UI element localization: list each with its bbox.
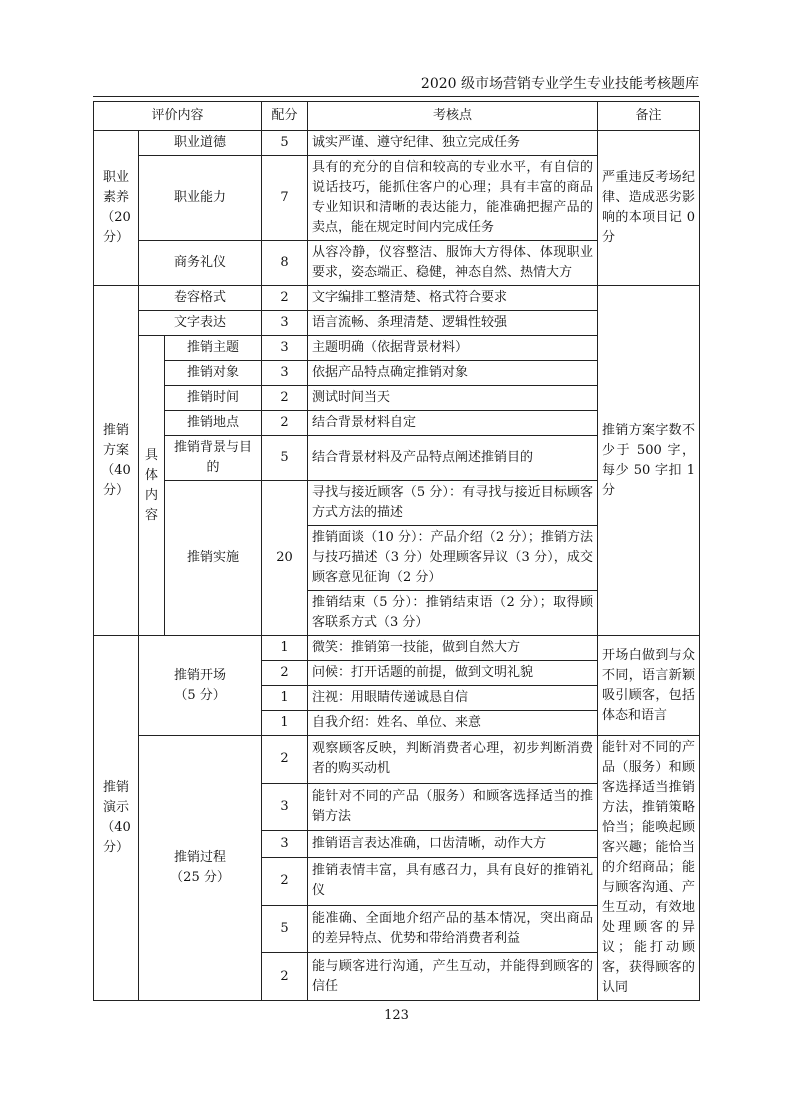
item-point: 能与顾客进行沟通，产生互动，并能得到顾客的信任 — [308, 953, 598, 1001]
table-row — [94, 736, 700, 784]
item-point: 主题明确（依据背景材料） — [308, 336, 598, 361]
item-score: 3 — [262, 311, 308, 336]
item-point: 测试时间当天 — [308, 386, 598, 411]
item-point: 观察顾客反映，判断消费者心理，初步判断消费者的购买动机 — [308, 736, 598, 784]
item-point: 自我介绍：姓名、单位、来意 — [308, 711, 598, 736]
item-name: 推销背景与目的 — [165, 436, 262, 481]
item-name: 推销地点 — [165, 411, 262, 436]
item-score: 2 — [262, 661, 308, 686]
item-score: 20 — [262, 481, 308, 636]
section-label-demo: 推销 演示 （40 分） — [94, 636, 139, 1001]
item-point: 能准确、全面地介绍产品的基本情况，突出商品的差异特点、优势和带给消费者利益 — [308, 905, 598, 953]
item-point: 文字编排工整清楚、格式符合要求 — [308, 286, 598, 311]
item-score: 5 — [262, 905, 308, 953]
item-name: 推销实施 — [165, 481, 262, 636]
item-name: 职业能力 — [139, 156, 262, 241]
item-point: 具有的充分的自信和较高的专业水平，有自信的说话技巧，能抓住客户的心理；具有丰富的商品专业知识和清晰的表达能力，能准确把握产品的卖点，能在规定时间内完成任务 — [308, 156, 598, 241]
item-score: 2 — [262, 953, 308, 1001]
item-point: 诚实严谨、遵守纪律、独立完成任务 — [308, 131, 598, 156]
table-header-row — [94, 102, 700, 131]
item-score: 3 — [262, 336, 308, 361]
item-score: 1 — [262, 686, 308, 711]
item-score: 5 — [262, 131, 308, 156]
item-point: 依据产品特点确定推销对象 — [308, 361, 598, 386]
item-point: 结合背景材料自定 — [308, 411, 598, 436]
item-point: 结合背景材料及产品特点阐述推销目的 — [308, 436, 598, 481]
table-row — [94, 636, 700, 661]
item-name-process: 推销过程 （25 分） — [139, 736, 262, 1001]
item-score: 3 — [262, 361, 308, 386]
header-score: 配分 — [262, 102, 308, 131]
subsection-label-detail: 具 体 内 容 — [139, 336, 165, 636]
item-name: 商务礼仪 — [139, 241, 262, 286]
item-name: 卷容格式 — [139, 286, 262, 311]
item-score: 2 — [262, 411, 308, 436]
evaluation-table — [93, 101, 700, 1001]
item-name: 推销对象 — [165, 361, 262, 386]
item-point: 问候：打开话题的前提，做到文明礼貌 — [308, 661, 598, 686]
item-score: 2 — [262, 857, 308, 905]
header-divider — [93, 96, 699, 97]
section-label-professional: 职业 素养 （20 分） — [94, 131, 139, 286]
section-label-plan: 推销 方案 （40 分） — [94, 286, 139, 636]
item-score: 7 — [262, 156, 308, 241]
item-name-opening: 推销开场 （5 分） — [139, 636, 262, 736]
section-note: 严重违反考场纪律、造成恶劣影响的本项目记 0 分 — [598, 131, 700, 286]
item-score: 5 — [262, 436, 308, 481]
section-note: 推销方案字数不少于 500 字，每少 50 字扣 1 分 — [598, 286, 700, 636]
item-point: 推销结束（5 分）：推销结束语（2 分）；取得顾客联系方式（3 分） — [308, 591, 598, 636]
header-notes: 备注 — [598, 102, 700, 131]
header-content: 评价内容 — [94, 102, 262, 131]
item-point: 推销语言表达准确，口齿清晰，动作大方 — [308, 831, 598, 858]
item-point: 微笑：推销第一技能，做到自然大方 — [308, 636, 598, 661]
item-name: 推销时间 — [165, 386, 262, 411]
item-point: 推销面谈（10 分）：产品介绍（2 分）；推销方法与技巧描述（3 分）处理顾客异议（3 分），成交顾客意见征询（2 分） — [308, 526, 598, 591]
item-score: 3 — [262, 831, 308, 858]
item-point: 能针对不同的产品（服务）和顾客选择适当的推销方法 — [308, 783, 598, 831]
page-number: 123 — [384, 1008, 409, 1023]
item-point: 注视：用眼睛传递诚恳自信 — [308, 686, 598, 711]
item-name: 职业道德 — [139, 131, 262, 156]
item-point: 推销表情丰富，具有感召力，具有良好的推销礼仪 — [308, 857, 598, 905]
item-score: 2 — [262, 386, 308, 411]
table-row — [94, 286, 700, 311]
item-score: 2 — [262, 286, 308, 311]
item-name: 推销主题 — [165, 336, 262, 361]
item-name: 文字表达 — [139, 311, 262, 336]
item-point: 从容冷静，仪容整洁、服饰大方得体、体现职业要求，姿态端正、稳健，神态自然、热情大方 — [308, 241, 598, 286]
section-note: 能针对不同的产品（服务）和顾客选择适当推销方法，推销策略恰当；能唤起顾客兴趣；能恰当的介绍商品；能与顾客沟通、产生互动，有效地处理顾客的异议；能打动顾客，获得顾客的认同 — [598, 736, 700, 1001]
header-points: 考核点 — [308, 102, 598, 131]
item-point: 寻找与接近顾客（5 分）：有寻找与接近目标顾客方式方法的描述 — [308, 481, 598, 526]
section-note: 开场白做到与众不同，语言新颖吸引顾客，包括体态和语言 — [598, 636, 700, 736]
item-score: 2 — [262, 736, 308, 784]
item-score: 1 — [262, 636, 308, 661]
table-row — [94, 131, 700, 156]
item-score: 3 — [262, 783, 308, 831]
document-header: 2020 级市场营销专业学生专业技能考核题库 — [420, 76, 699, 92]
item-score: 8 — [262, 241, 308, 286]
item-point: 语言流畅、条理清楚、逻辑性较强 — [308, 311, 598, 336]
item-score: 1 — [262, 711, 308, 736]
